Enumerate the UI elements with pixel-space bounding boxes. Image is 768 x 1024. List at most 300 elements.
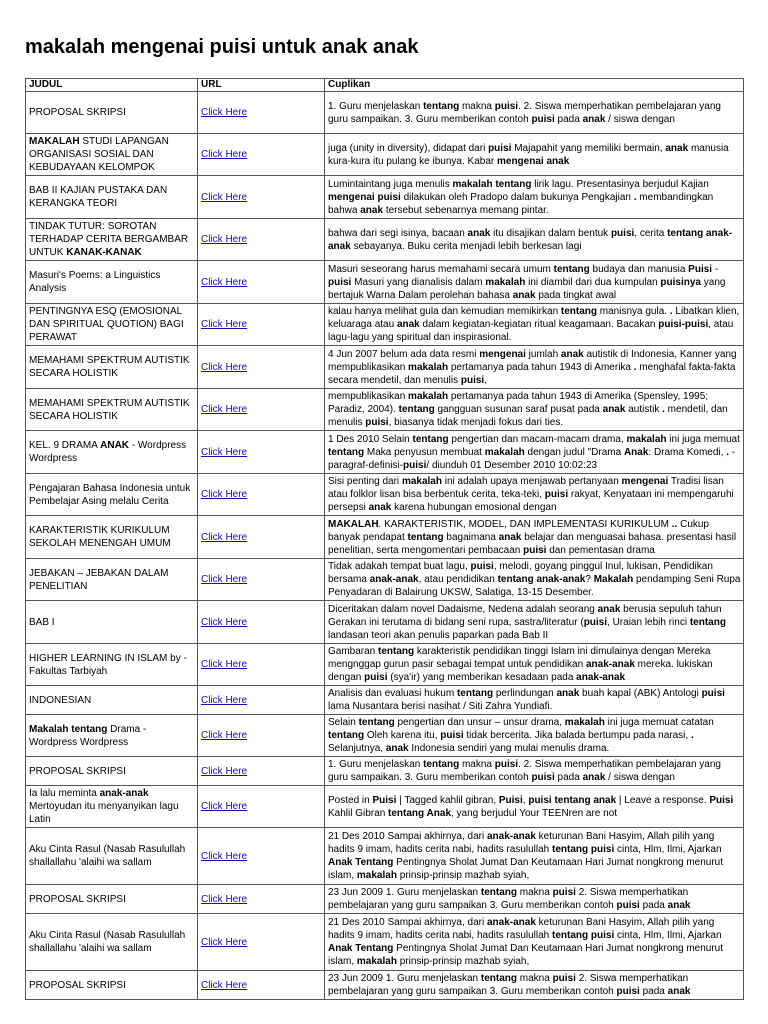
rows.18.title-text: Aku Cinta Rasul (Nasab Rasulullah shallallahu 'alaihi wa sallam bbox=[29, 844, 186, 868]
row-url-cell bbox=[198, 219, 325, 261]
rows.8.snippet-text: 1 Des 2010 Selain bbox=[328, 433, 413, 445]
rows.5.snippet-text: dalam kegiatan-kegiatan ritual keagamaan. Bacakan bbox=[419, 319, 659, 330]
rows.21.snippet-text: 23 Jun 2009 1. Guru menjelaskan bbox=[328, 973, 481, 984]
table-row bbox=[26, 219, 744, 261]
row-title bbox=[26, 786, 198, 828]
rows.9.snippet-text: rakyat, Kenyataan ini mempengaruhi persepsi bbox=[328, 489, 734, 513]
row-url-cell bbox=[198, 715, 325, 757]
rows.4.snippet-text: Masuri yang dianalisis dalam bbox=[351, 276, 486, 288]
rows.21.title-text: PROPOSAL SKRIPSI bbox=[29, 979, 126, 991]
table-row bbox=[26, 304, 744, 346]
rows.16.snippet-text: pada bbox=[554, 772, 583, 783]
rows.3.title-text: TINDAK TUTUR: SOROTAN TERHADAP CERITA BERGAMBAR UNTUK bbox=[29, 221, 189, 258]
row-snippet bbox=[325, 431, 744, 474]
click-here-link[interactable]: Click Here bbox=[201, 979, 248, 991]
rows.10.snippet-text: . KARAKTERISTIK, MODEL, DAN IMPLEMENTASI KURIKULUM bbox=[378, 518, 672, 530]
rows.20.title-text: Aku Cinta Rasul (Nasab Rasulullah shallallahu 'alaihi wa sallam bbox=[29, 930, 186, 954]
rows.14.snippet-text: perlindungan bbox=[493, 688, 557, 699]
rows.14.snippet-text: anak bbox=[556, 688, 580, 699]
rows.20.snippet-text: prinsip-prinsip mazhab syiah, bbox=[396, 956, 530, 967]
click-here-link[interactable]: Click Here bbox=[201, 730, 248, 741]
rows.20.snippet-text: 21 Des 2010 Sampai akhirnya, dari bbox=[328, 917, 487, 928]
row-title bbox=[26, 914, 198, 971]
rows.7.snippet-text: . bbox=[662, 404, 665, 415]
click-here-link[interactable]: Click Here bbox=[201, 319, 248, 330]
rows.4.title-text: Masuri's Poems: a Linguistics Analysis bbox=[29, 270, 161, 294]
rows.3.snippet-text: anak bbox=[467, 227, 491, 239]
rows.17.snippet-text: | Leave a response. bbox=[616, 794, 710, 806]
rows.17.snippet-text: Posted in bbox=[328, 794, 373, 806]
row-snippet bbox=[325, 219, 744, 261]
table-row bbox=[26, 914, 744, 971]
rows.8.snippet-text: makalah bbox=[626, 433, 667, 445]
rows.15.snippet-text: tentang bbox=[358, 717, 395, 728]
row-url-cell bbox=[198, 644, 325, 686]
rows.15.snippet-text: anak bbox=[385, 743, 409, 754]
rows.11.snippet-text: , melodi, goyang pinggul Inul, lukisan, Pendidikan bersama bbox=[328, 561, 713, 585]
row-snippet bbox=[325, 304, 744, 346]
row-url-cell bbox=[198, 757, 325, 786]
rows.2.snippet-text: anak bbox=[360, 204, 384, 216]
row-title bbox=[26, 176, 198, 219]
rows.10.snippet-text: puisi bbox=[523, 544, 547, 556]
rows.9.snippet-text: Tradisi lisan atau folklor lisan bisa berbentuk cerita, teka-teki, bbox=[328, 476, 724, 500]
rows.20.snippet-text: cinta, Hlm, Ilmi, Ajarkan bbox=[614, 930, 722, 941]
row-snippet bbox=[325, 715, 744, 757]
table-row bbox=[26, 885, 744, 914]
row-snippet bbox=[325, 516, 744, 559]
rows.0.snippet-text: makna bbox=[459, 100, 495, 112]
rows.19.snippet-text: tentang bbox=[480, 887, 517, 898]
table-row bbox=[26, 92, 744, 134]
rows.4.snippet-text: budaya dan manusia bbox=[589, 263, 689, 275]
rows.2.snippet-text: tersebut sebenarnya memang pintar. bbox=[383, 204, 549, 216]
rows.11.snippet-text: Tidak adakah tempat buat lagu, bbox=[328, 561, 471, 572]
rows.21.snippet-text: puisi bbox=[616, 986, 640, 997]
rows.20.snippet-text: keturunan Bani Hasyim, Allah pilih yang hadits 9 imam, hadits cerita nabi, hadits rasulullah bbox=[328, 917, 715, 941]
rows.0.snippet-text: pada bbox=[554, 113, 583, 125]
click-here-link[interactable]: Click Here bbox=[201, 801, 248, 812]
rows.6.snippet-text: makalah bbox=[408, 361, 449, 373]
rows.6.snippet-text: , bbox=[484, 374, 487, 386]
row-title bbox=[26, 644, 198, 686]
rows.12.title-text: BAB I bbox=[29, 616, 55, 628]
rows.12.snippet-text: berusia sepuluh tahun Gerakan ini terutama di bidang seni rupa, sastra/literatur ( bbox=[328, 603, 722, 628]
rows.4.snippet-text: Puisi bbox=[688, 263, 713, 275]
row-url-cell bbox=[198, 828, 325, 885]
rows.8.snippet-text: Maka penyusun membuat bbox=[364, 446, 485, 458]
rows.20.snippet-text: makalah bbox=[356, 956, 397, 967]
table-row bbox=[26, 134, 744, 176]
row-snippet bbox=[325, 176, 744, 219]
row-snippet bbox=[325, 92, 744, 134]
row-url-cell bbox=[198, 261, 325, 304]
rows.5.snippet-text: kalau hanya melihat gula dan kemudian memikirkan bbox=[328, 306, 561, 317]
header-url: URL bbox=[198, 79, 325, 92]
rows.10.snippet-text: .. bbox=[671, 518, 678, 530]
rows.11.snippet-text: ? bbox=[585, 574, 594, 585]
rows.21.snippet-text: 2. Siswa memperhatikan pembelajaran yang guru sampaikan 3. Guru memberikan contoh bbox=[328, 973, 689, 997]
rows.2.snippet-text: . bbox=[633, 191, 637, 203]
rows.18.snippet-text: cinta, Hlm, Ilmi, Ajarkan bbox=[614, 844, 722, 855]
table-row bbox=[26, 261, 744, 304]
rows.16.snippet-text: / siswa dengan bbox=[605, 772, 675, 783]
row-title bbox=[26, 261, 198, 304]
rows.11.snippet-text: Makalah bbox=[593, 574, 634, 585]
rows.4.snippet-text: tentang bbox=[553, 263, 590, 275]
rows.9.snippet-text: karena hubungan emosional dengan bbox=[391, 502, 557, 513]
table-row bbox=[26, 346, 744, 389]
click-here-link[interactable]: Click Here bbox=[201, 404, 248, 415]
row-title bbox=[26, 559, 198, 601]
rows.18.snippet-text: Anak Tentang bbox=[328, 857, 394, 868]
row-snippet bbox=[325, 914, 744, 971]
row-title bbox=[26, 389, 198, 431]
rows.13.snippet-text: (sya'ir) yang memberikan kesadaan pada bbox=[387, 672, 577, 683]
rows.17.title-text: Mertoyudan itu menyanyikan lagu Latin bbox=[29, 801, 179, 825]
rows.11.snippet-text: , atau pendidikan bbox=[418, 574, 498, 585]
click-here-link[interactable]: Click Here bbox=[201, 850, 248, 862]
rows.4.snippet-text: - bbox=[712, 263, 719, 275]
rows.14.title-text: INDONESIAN bbox=[29, 694, 92, 706]
rows.2.snippet-text: Lumintaintang juga menulis bbox=[328, 178, 453, 190]
rows.6.snippet-text: menghafal fakta-fakta secara mendetil, dan menulis bbox=[328, 361, 736, 386]
rows.21.snippet-text: pada bbox=[639, 986, 668, 997]
rows.18.snippet-text: Pentingnya Sholat Jumat Dan Keutamaan Hari Jumat nongkrong menurut islam, bbox=[328, 857, 724, 881]
row-snippet bbox=[325, 261, 744, 304]
click-here-link[interactable]: Click Here bbox=[201, 276, 248, 288]
row-title bbox=[26, 757, 198, 786]
table-row bbox=[26, 644, 744, 686]
row-title bbox=[26, 828, 198, 885]
rows.0.snippet-text: . 2. Siswa memperhatikan pembelajaran yang guru sampaikan. 3. Guru memberikan contoh bbox=[328, 100, 721, 125]
rows.19.snippet-text: makna bbox=[517, 887, 553, 898]
row-snippet bbox=[325, 644, 744, 686]
rows.5.snippet-text: tentang bbox=[560, 306, 598, 317]
table-row bbox=[26, 786, 744, 828]
click-here-link[interactable]: Click Here bbox=[201, 936, 248, 948]
row-url-cell bbox=[198, 914, 325, 971]
table-row bbox=[26, 176, 744, 219]
click-here-link[interactable]: Click Here bbox=[201, 659, 248, 670]
rows.16.title-text: PROPOSAL SKRIPSI bbox=[29, 765, 126, 777]
rows.1.title-text: STUDI LAPANGAN ORGANISASI SOSIAL DAN KEBUDAYAAN KELOMPOK bbox=[29, 136, 169, 173]
table-row bbox=[26, 559, 744, 601]
row-title bbox=[26, 92, 198, 134]
rows.6.snippet-text: anak bbox=[560, 348, 584, 360]
rows.6.snippet-text: mengenai bbox=[479, 348, 526, 360]
rows.17.snippet-text: Puisi bbox=[498, 794, 523, 806]
rows.5.title-text: PENTINGNYA ESQ (EMOSIONAL DAN SPIRITUAL QUOTION) BAGI PERAWAT bbox=[29, 306, 184, 343]
rows.5.snippet-text: , atau lagu-lagu yang spiritual dan inspirasional. bbox=[328, 319, 734, 343]
header-row bbox=[26, 79, 744, 92]
rows.3.title-text: KANAK-KANAK bbox=[66, 247, 142, 258]
rows.7.snippet-text: tentang bbox=[398, 404, 435, 415]
rows.12.snippet-text: Diceritakan dalam novel Dadaisme, Nedena adalah seorang bbox=[328, 603, 598, 615]
click-here-link[interactable]: Click Here bbox=[201, 446, 248, 458]
rows.17.snippet-text: , yang berjudul Your TEENren are not bbox=[451, 807, 618, 819]
click-here-link[interactable]: Click Here bbox=[201, 149, 248, 160]
rows.13.title-text: HIGHER LEARNING IN ISLAM by - Fakultas Tarbiyah bbox=[29, 652, 187, 677]
row-url-cell bbox=[198, 346, 325, 389]
rows.5.snippet-text: anak bbox=[396, 319, 420, 330]
rows.7.snippet-text: anak bbox=[602, 404, 626, 415]
click-here-link[interactable]: Click Here bbox=[201, 489, 248, 500]
rows.15.snippet-text: puisi bbox=[440, 730, 464, 741]
rows.9.snippet-text: puisi bbox=[544, 489, 569, 500]
rows.11.snippet-text: anak-anak bbox=[369, 574, 419, 585]
rows.18.snippet-text: 21 Des 2010 Sampai akhirnya, dari bbox=[328, 831, 487, 842]
rows.16.snippet-text: 1. Guru menjelaskan bbox=[328, 759, 424, 770]
results-table bbox=[25, 78, 744, 1000]
row-snippet bbox=[325, 885, 744, 914]
rows.4.snippet-text: yang bertajuk Warna Dalam perolehan bahasa bbox=[328, 276, 726, 301]
rows.6.snippet-text: puisi bbox=[460, 374, 485, 386]
rows.8.snippet-text: / diunduh 01 Desember 2010 10:02:23 bbox=[426, 459, 598, 471]
rows.19.title-text: PROPOSAL SKRIPSI bbox=[29, 893, 126, 905]
rows.3.snippet-text: , cerita bbox=[634, 227, 668, 239]
rows.7.snippet-text: mempublikasikan bbox=[328, 391, 409, 402]
rows.13.snippet-text: tentang bbox=[378, 646, 415, 657]
rows.3.snippet-text: bahwa dari segi isinya, bacaan bbox=[328, 227, 468, 239]
rows.1.snippet-text: Majapahit yang memiliki bermain, bbox=[511, 142, 666, 154]
rows.0.title-text: PROPOSAL SKRIPSI bbox=[29, 107, 126, 118]
row-url-cell bbox=[198, 885, 325, 914]
rows.15.snippet-text: Oleh karena itu, bbox=[364, 730, 441, 741]
rows.3.snippet-text: sebayanya. Buku cerita menjadi lebih berkesan lagi bbox=[350, 240, 582, 252]
rows.15.snippet-text: tentang bbox=[328, 730, 365, 741]
rows.17.snippet-text: puisi tentang anak bbox=[528, 794, 617, 806]
row-url-cell bbox=[198, 389, 325, 431]
rows.17.snippet-text: | Tagged kahlil gibran, bbox=[396, 794, 499, 806]
row-snippet bbox=[325, 971, 744, 1000]
rows.19.snippet-text: anak bbox=[667, 900, 691, 911]
rows.10.snippet-text: dan pementasan drama bbox=[546, 544, 655, 556]
rows.20.snippet-text: tentang puisi bbox=[552, 930, 615, 941]
click-here-link[interactable]: Click Here bbox=[201, 191, 248, 203]
rows.11.snippet-text: pendamping Seni Rupa Penyadaran di Balairung UKSW, Salatiga, 13-15 Desember. bbox=[328, 574, 741, 598]
row-title bbox=[26, 715, 198, 757]
rows.9.snippet-text: ini adalah upaya menjawab pertanyaan bbox=[441, 476, 622, 487]
table-row bbox=[26, 601, 744, 644]
click-here-link[interactable]: Click Here bbox=[201, 361, 248, 373]
rows.6.snippet-text: . bbox=[633, 361, 637, 373]
rows.2.title-text: BAB II KAJIAN PUSTAKA DAN KERANGKA TEORI bbox=[29, 185, 168, 209]
rows.11.snippet-text: tentang anak-anak bbox=[497, 574, 586, 585]
rows.1.snippet-text: manusia kura-kura itu pulang ke ibunya. Kabar bbox=[328, 142, 729, 167]
rows.18.snippet-text: anak-anak bbox=[486, 831, 536, 842]
row-url-cell bbox=[198, 431, 325, 474]
rows.10.snippet-text: MAKALAH bbox=[328, 518, 379, 530]
click-here-link[interactable]: Click Here bbox=[201, 574, 248, 585]
rows.0.snippet-text: puisi bbox=[494, 100, 519, 112]
rows.14.snippet-text: Analisis dan evaluasi hukum bbox=[328, 688, 457, 699]
row-title bbox=[26, 304, 198, 346]
table-row bbox=[26, 431, 744, 474]
rows.6.snippet-text: 4 Jun 2007 belum ada data resmi bbox=[328, 348, 480, 360]
rows.8.title-text: ANAK bbox=[100, 440, 130, 451]
click-here-link[interactable]: Click Here bbox=[201, 107, 248, 118]
rows.14.snippet-text: tentang bbox=[456, 688, 494, 699]
rows.3.snippet-text: itu disajikan dalam bentuk bbox=[490, 227, 611, 239]
rows.12.snippet-text: anak bbox=[597, 603, 621, 615]
rows.17.snippet-text: tentang Anak bbox=[388, 807, 451, 819]
rows.8.title-text: KEL. 9 DRAMA bbox=[29, 440, 101, 451]
rows.8.snippet-text: : Drama Komedi, bbox=[648, 446, 727, 458]
rows.13.snippet-text: mereka. lukiskan dengan bbox=[328, 659, 713, 683]
rows.5.snippet-text: puisi-puisi bbox=[658, 319, 709, 330]
rows.6.snippet-text: autistik di Indonesia, Kanner yang mempublikasikan bbox=[328, 348, 737, 373]
rows.20.snippet-text: anak-anak bbox=[486, 917, 536, 928]
rows.5.snippet-text: Libatkan klien, keluaraga atau bbox=[328, 306, 740, 330]
rows.7.snippet-text: puisi bbox=[365, 417, 389, 428]
click-here-link[interactable]: Click Here bbox=[201, 893, 248, 905]
rows.10.snippet-text: tentang bbox=[407, 531, 444, 543]
rows.19.snippet-text: puisi bbox=[616, 900, 640, 911]
row-title bbox=[26, 219, 198, 261]
click-here-link[interactable]: Click Here bbox=[201, 234, 248, 245]
row-snippet bbox=[325, 389, 744, 431]
rows.10.snippet-text: anak bbox=[498, 531, 522, 543]
rows.0.snippet-text: 1. Guru menjelaskan bbox=[328, 100, 424, 112]
rows.7.title-text: MEMAHAMI SPEKTRUM AUTISTIK SECARA HOLISTIK bbox=[29, 397, 190, 422]
rows.14.snippet-text: buah kapal (ABK) Antologi bbox=[579, 688, 702, 699]
rows.13.snippet-text: puisi bbox=[364, 672, 388, 683]
rows.0.snippet-text: / siswa dengan bbox=[605, 113, 675, 125]
row-url-cell bbox=[198, 176, 325, 219]
rows.1.snippet-text: juga (unity in diversity), didapat dari bbox=[328, 142, 489, 154]
rows.4.snippet-text: puisinya bbox=[660, 276, 701, 288]
rows.15.snippet-text: pengertian dan unsur – unsur drama, bbox=[394, 717, 565, 728]
rows.7.snippet-text: makalah bbox=[408, 391, 449, 402]
rows.17.title-text: anak-anak bbox=[99, 788, 149, 799]
table-row bbox=[26, 971, 744, 1000]
rows.16.snippet-text: puisi bbox=[494, 759, 519, 770]
rows.17.snippet-text: , bbox=[522, 794, 529, 806]
rows.4.snippet-text: pada tingkat awal bbox=[535, 289, 617, 301]
rows.1.snippet-text: mengenai anak bbox=[497, 155, 570, 167]
rows.6.snippet-text: jumlah bbox=[525, 348, 561, 360]
rows.19.snippet-text: pada bbox=[639, 900, 668, 911]
row-title bbox=[26, 516, 198, 559]
click-here-link[interactable]: Click Here bbox=[201, 616, 248, 628]
rows.9.title-text: Pengajaran Bahasa Indonesia untuk Pembelajar Asing melalu Cerita bbox=[29, 482, 191, 507]
rows.9.snippet-text: makalah bbox=[401, 476, 442, 487]
rows.9.snippet-text: anak bbox=[368, 502, 392, 513]
rows.0.snippet-text: puisi bbox=[531, 113, 555, 125]
rows.1.snippet-text: puisi bbox=[488, 142, 512, 154]
rows.20.snippet-text: Anak Tentang bbox=[328, 943, 394, 954]
click-here-link[interactable]: Click Here bbox=[201, 531, 248, 543]
rows.18.snippet-text: tentang puisi bbox=[552, 844, 615, 855]
row-url-cell bbox=[198, 304, 325, 346]
rows.18.snippet-text: keturunan Bani Hasyim, Allah pilih yang hadits 9 imam, hadits cerita nabi, hadits rasulullah bbox=[328, 831, 715, 855]
rows.2.snippet-text: lirik lagu. Presentasinya berjudul Kajian bbox=[531, 178, 709, 190]
rows.1.title-text: MAKALAH bbox=[29, 136, 80, 147]
row-url-cell bbox=[198, 474, 325, 516]
rows.3.snippet-text: tentang anak-anak bbox=[328, 227, 733, 252]
rows.7.snippet-text: , biasanya tidak menjadi fokus dari ties. bbox=[388, 417, 564, 428]
row-snippet bbox=[325, 757, 744, 786]
rows.13.snippet-text: anak-anak bbox=[576, 672, 626, 683]
rows.18.snippet-text: prinsip-prinsip mazhab syiah, bbox=[396, 870, 530, 881]
rows.14.snippet-text: puisi bbox=[701, 688, 725, 699]
rows.21.snippet-text: tentang bbox=[480, 973, 517, 984]
rows.16.snippet-text: tentang bbox=[423, 759, 460, 770]
header-judul: JUDUL bbox=[26, 79, 198, 92]
rows.16.snippet-text: anak bbox=[582, 772, 606, 783]
rows.19.snippet-text: 2. Siswa memperhatikan pembelajaran yang guru sampaikan 3. Guru memberikan contoh bbox=[328, 887, 689, 911]
table-row bbox=[26, 715, 744, 757]
rows.8.title-text: - Wordpress Wordpress bbox=[29, 440, 187, 464]
click-here-link[interactable]: Click Here bbox=[201, 765, 248, 777]
rows.7.snippet-text: gangguan susunan saraf pusat pada bbox=[434, 404, 603, 415]
rows.8.snippet-text: tentang bbox=[328, 446, 365, 458]
rows.17.snippet-text: Puisi bbox=[709, 794, 734, 806]
rows.8.snippet-text: -paragraf-definisi- bbox=[328, 446, 736, 471]
row-url-cell bbox=[198, 559, 325, 601]
rows.16.snippet-text: puisi bbox=[531, 772, 555, 783]
rows.8.snippet-text: ini juga memuat bbox=[666, 433, 740, 445]
table-row bbox=[26, 516, 744, 559]
row-url-cell bbox=[198, 686, 325, 715]
row-url-cell bbox=[198, 92, 325, 134]
rows.17.snippet-text: Puisi bbox=[372, 794, 397, 806]
rows.2.snippet-text: membandingkan bahwa bbox=[328, 191, 714, 216]
rows.16.snippet-text: . 2. Siswa memperhatikan pembelajaran yang guru sampaikan. 3. Guru memberikan contoh bbox=[328, 759, 721, 783]
row-title bbox=[26, 686, 198, 715]
rows.15.title-text: Makalah tentang bbox=[29, 723, 108, 735]
table-row bbox=[26, 686, 744, 715]
rows.15.snippet-text: Selain bbox=[328, 717, 359, 728]
table-row bbox=[26, 474, 744, 516]
rows.0.snippet-text: anak bbox=[582, 113, 606, 125]
rows.3.snippet-text: puisi bbox=[610, 227, 635, 239]
rows.15.snippet-text: makalah bbox=[564, 717, 605, 728]
rows.5.snippet-text: . bbox=[669, 306, 673, 317]
rows.6.snippet-text: pertamanya pada tahun 1943 di Amerika bbox=[448, 361, 634, 373]
row-snippet bbox=[325, 786, 744, 828]
header-cuplikan: Cuplikan bbox=[325, 79, 744, 92]
rows.9.snippet-text: mengenai bbox=[621, 476, 669, 487]
rows.19.snippet-text: puisi bbox=[552, 887, 576, 898]
rows.10.snippet-text: Cukup banyak pendapat bbox=[328, 518, 709, 543]
rows.21.snippet-text: makna bbox=[517, 973, 553, 984]
rows.9.snippet-text: Sisi penting dari bbox=[328, 476, 402, 487]
rows.7.snippet-text: mendetil, dan menulis bbox=[328, 404, 728, 428]
rows.13.snippet-text: karakteristik pendidikan tinggi Islam ini dimulainya dengan Mereka mengnggap gurun pasir sebagai tempat untuk pendidikan bbox=[328, 646, 711, 670]
rows.8.snippet-text: pengertian dan macam-macam drama, bbox=[448, 433, 627, 445]
row-snippet bbox=[325, 474, 744, 516]
page-title: makalah mengenai puisi untuk anak anak bbox=[25, 36, 419, 58]
row-title bbox=[26, 601, 198, 644]
rows.16.snippet-text: makna bbox=[459, 759, 495, 770]
rows.19.snippet-text: 23 Jun 2009 1. Guru menjelaskan bbox=[328, 887, 481, 898]
rows.12.snippet-text: landasan teori akan penulis paparkan pada Bab II bbox=[328, 629, 549, 641]
row-snippet bbox=[325, 601, 744, 644]
row-title bbox=[26, 885, 198, 914]
rows.4.snippet-text: makalah bbox=[485, 276, 526, 288]
rows.7.snippet-text: autistik bbox=[625, 404, 663, 415]
rows.10.snippet-text: belajar dan menguasai bahasa. presentasi hasil penelitian, serta mengomentari pembacaan bbox=[328, 531, 737, 556]
row-url-cell bbox=[198, 971, 325, 1000]
rows.8.snippet-text: dengan judul "Drama bbox=[524, 446, 624, 458]
rows.8.snippet-text: Anak bbox=[623, 446, 649, 458]
click-here-link[interactable]: Click Here bbox=[201, 694, 248, 706]
rows.15.title-text: Drama - Wordpress Wordpress bbox=[29, 723, 147, 748]
row-snippet bbox=[325, 828, 744, 885]
rows.21.snippet-text: anak bbox=[667, 986, 691, 997]
